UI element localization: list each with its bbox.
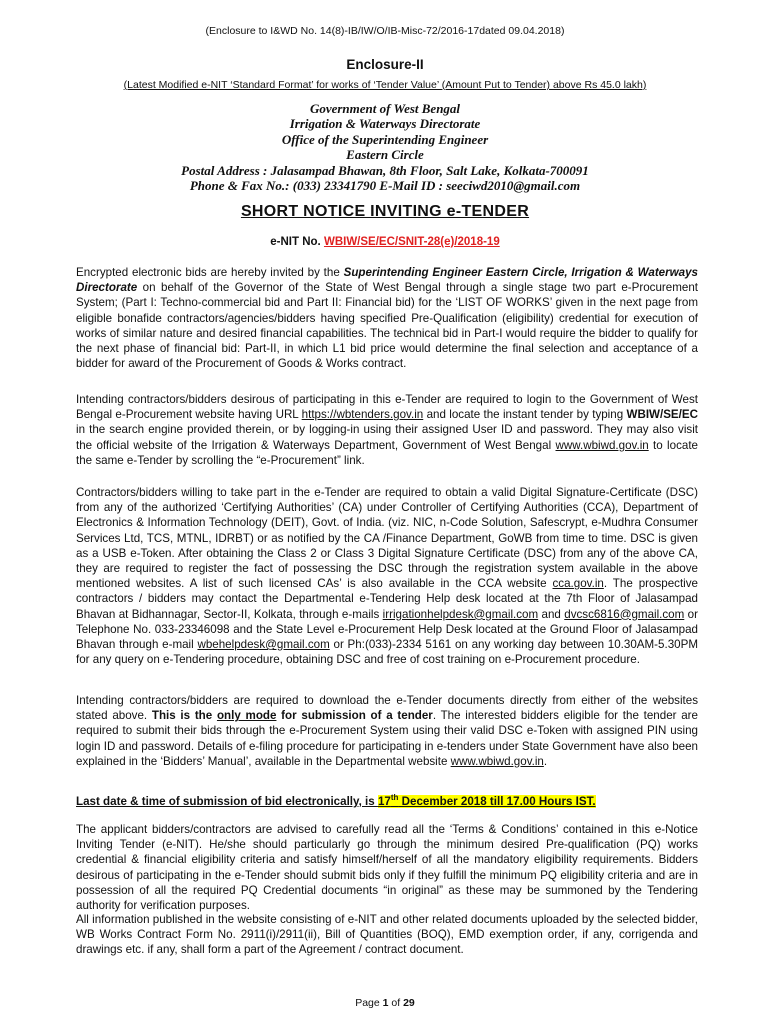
para2-text-3: in the search engine provided therein, or by logging-in using their assigned User ID and password. They may also visit the official website of the Irrigation & Waterways Department, Government of West Bengal (76, 423, 698, 452)
deadline-day-suffix: th (390, 793, 399, 802)
para4-bold-only-mode: only mode (216, 709, 277, 723)
page-title: SHORT NOTICE INVITING e-TENDER (240, 203, 530, 220)
org-postal-address: Postal Address : Jalasampad Bhawan, 8th Floor, Salt Lake, Kolkata-700091 (181, 162, 589, 178)
org-line-directorate: Irrigation & Waterways Directorate (289, 116, 481, 132)
org-line-government: Government of West Bengal (309, 101, 461, 116)
footer-of-label: of (388, 997, 404, 1009)
para4-text-3: . (543, 754, 548, 768)
paragraph-advice (76, 822, 698, 913)
para2-text-1: Intending contractors/bidders desirous of participating in this e-Tender are required to login to the Government of West Bengal e-Procurement website having URL (76, 393, 698, 422)
enit-label: e-NIT No. (270, 236, 321, 248)
wbiwd-link[interactable]: www.wbiwd.gov.in (555, 438, 649, 452)
para4-text-1: Intending contractors/bidders are required to download the e-Tender documents directly from either of the websites stated above. (76, 694, 698, 723)
para3-text-5: or Ph:(033)-2334 5161 on any working day between 10.30AM-5.30PM for any query on e-Tendering procedure, obtaining DSC and free of cost training on e-Procurement procedure. (76, 638, 699, 667)
para4-bold-1: This is the (151, 709, 217, 723)
para6-text: All information published in the website consisting of e-NIT and other related documents uploaded by the selected bidder, WB Works Contract Form No. 2911(i)/2911(ii), Bill of Quantities (BOQ), EMD exemption order, if any, corrigenda and drawings etc. if any, shall form a part of the Agreement / contract document. (76, 913, 698, 957)
paragraph-invitation (76, 265, 698, 371)
enit-number-line (0, 236, 770, 248)
dvcsc-email-link[interactable]: dvcsc6816@gmail.com (564, 607, 685, 621)
enclosure-title: Enclosure-II (346, 57, 424, 72)
paragraph-dsc (76, 485, 698, 667)
deadline-day: 17 (377, 794, 391, 808)
deadline-rest: December 2018 till 17.00 Hours IST. (398, 794, 596, 808)
para3-text-4: or Telephone No. 033-23346098 and the State Level e-Procurement Help Desk located at the Ground Floor of Jalasampad Bhavan through e-mail (76, 607, 698, 652)
para3-text-3: and (538, 607, 565, 621)
org-line-office: Office of the Superintending Engineer (281, 131, 489, 147)
para4-bold-2: for submission of a tender (276, 709, 433, 723)
enclosure-reference: (Enclosure to I&WD No. 14(8)-IB/IW/O/IB-Misc-72/2016-17dated 09.04.2018) (205, 25, 565, 37)
enclosure-subtitle: (Latest Modified e-NIT ‘Standard Format’ for works of ‘Tender Value’ (Amount Put to Tender) above Rs 45.0 lakh) (123, 79, 647, 91)
para5-text: The applicant bidders/contractors are advised to carefully read all the ‘Terms & Conditions’ contained in this e-Notice Inviting Tender (e-NIT). He/she should particularly go through the minimum desired Pre-qualification (PQ) works credential & financial eligibility criteria and satisfy himself/herself of all the mandatory eligibility requirements. Bidders desirous of participating in the e-Tender should submit bids only if they fulfill the minimum PQ eligibility criteria and are in possession of all the required PQ Credential documents “in original” as these may be summoned by the Tendering authority for verification purposes. (76, 823, 698, 913)
para3-text-2: . The prospective contractors / bidders may contact the Departmental e-Tendering Help desk located at the 7th Floor of Jalasampad Bhavan at Bidhannagar, Sector-II, Kolkata, through e-mails (76, 577, 698, 621)
org-line-circle: Eastern Circle (346, 147, 424, 163)
enit-number: WBIW/SE/EC/SNIT-28(e)/2018-19 (323, 236, 500, 248)
footer-page-total: 29 (403, 997, 415, 1009)
wbiwd-link-2[interactable]: www.wbiwd.gov.in (450, 754, 544, 768)
paragraph-login (76, 392, 698, 468)
deadline-prefix: Last date & time of submission of bid electronically, is (76, 794, 378, 808)
search-keyword: WBIW/SE/EC (626, 408, 698, 422)
org-contact: Phone & Fax No.: (033) 23341790 E-Mail ID : seeciwd2010@gmail.com (189, 178, 581, 194)
para2-text-2: and locate the instant tender by typing (423, 408, 627, 422)
submission-deadline (76, 793, 698, 808)
wbehelpdesk-email-link[interactable]: wbehelpdesk@gmail.com (197, 638, 330, 652)
para1-text-1: Encrypted electronic bids are hereby invited by the (76, 266, 344, 279)
page-footer (0, 997, 770, 1009)
irrigation-helpdesk-email-link[interactable]: irrigationhelpdesk@gmail.com (382, 607, 539, 621)
para2-text-4: to locate the same e-Tender by scrolling the “e-Procurement” link. (76, 438, 698, 467)
paragraph-agreement (76, 912, 698, 958)
para1-text-2: on behalf of the Governor of the State of West Bengal through a single stage two part e-Procurement System; (Part I: Techno-commercial bid and Part II: Financial bid) for the ‘LIST OF WORKS’ given in the next page from eligible bonafide contractors/agencies/bidders having specified Pre-Qualification (eligibility) credential for execution of works of similar nature and desired financial capabilities. The technical bid in Part-I would require the bidder to qualify for the next phase of financial bid: Part-II, in which L1 bid price would determine the final selection and acceptance of a bidder for award of the Procurement of Goods & Works contract. (76, 281, 698, 371)
para1-authority: Superintending Engineer Eastern Circle, Irrigation & Waterways Directorate (76, 266, 699, 295)
wbtenders-link[interactable]: https://wbtenders.gov.in (301, 408, 424, 422)
footer-page-label: Page (355, 997, 383, 1009)
organization-block (0, 101, 770, 193)
cca-link[interactable]: cca.gov.in (552, 577, 604, 591)
footer-page-number: 1 (382, 997, 389, 1009)
para3-text-1: Contractors/bidders willing to take part in the e-Tender are required to obtain a valid Digital Signature-Certificate (DSC) from any of the authorized ‘Certifying Authorities’ (CA) under Controller of Certifying Authorities (CCA), Department of Electronics & Information Technology (DEIT), Govt. of India. (viz. NIC, n-Code Solution, Safescrypt, e-Mudhra Consumer Services Ltd, TCS, MTNL, IDRBT) or as notified by the CA /Finance Department, GoWB from time to time. DSC is given as a USB e-Token. After obtaining the Class 2 or Class 3 Digital Signature Certificate (DSC) from any of the above CA, they are required to register the fact of possessing the DSC through the registration system available in the above mentioned websites. A list of such licensed CAs’ is also available in the CCA website (76, 486, 698, 591)
para4-text-2: . The interested bidders eligible for the tender are required to submit their bids through the e-Procurement System using their valid DSC e-Token with assigned PIN using login ID and password. Details of e-filing procedure for participating in e-tenders under State Government have also been explained in the ‘Bidders’ Manual’, available in the Departmental website (76, 709, 698, 768)
paragraph-download (76, 693, 698, 769)
